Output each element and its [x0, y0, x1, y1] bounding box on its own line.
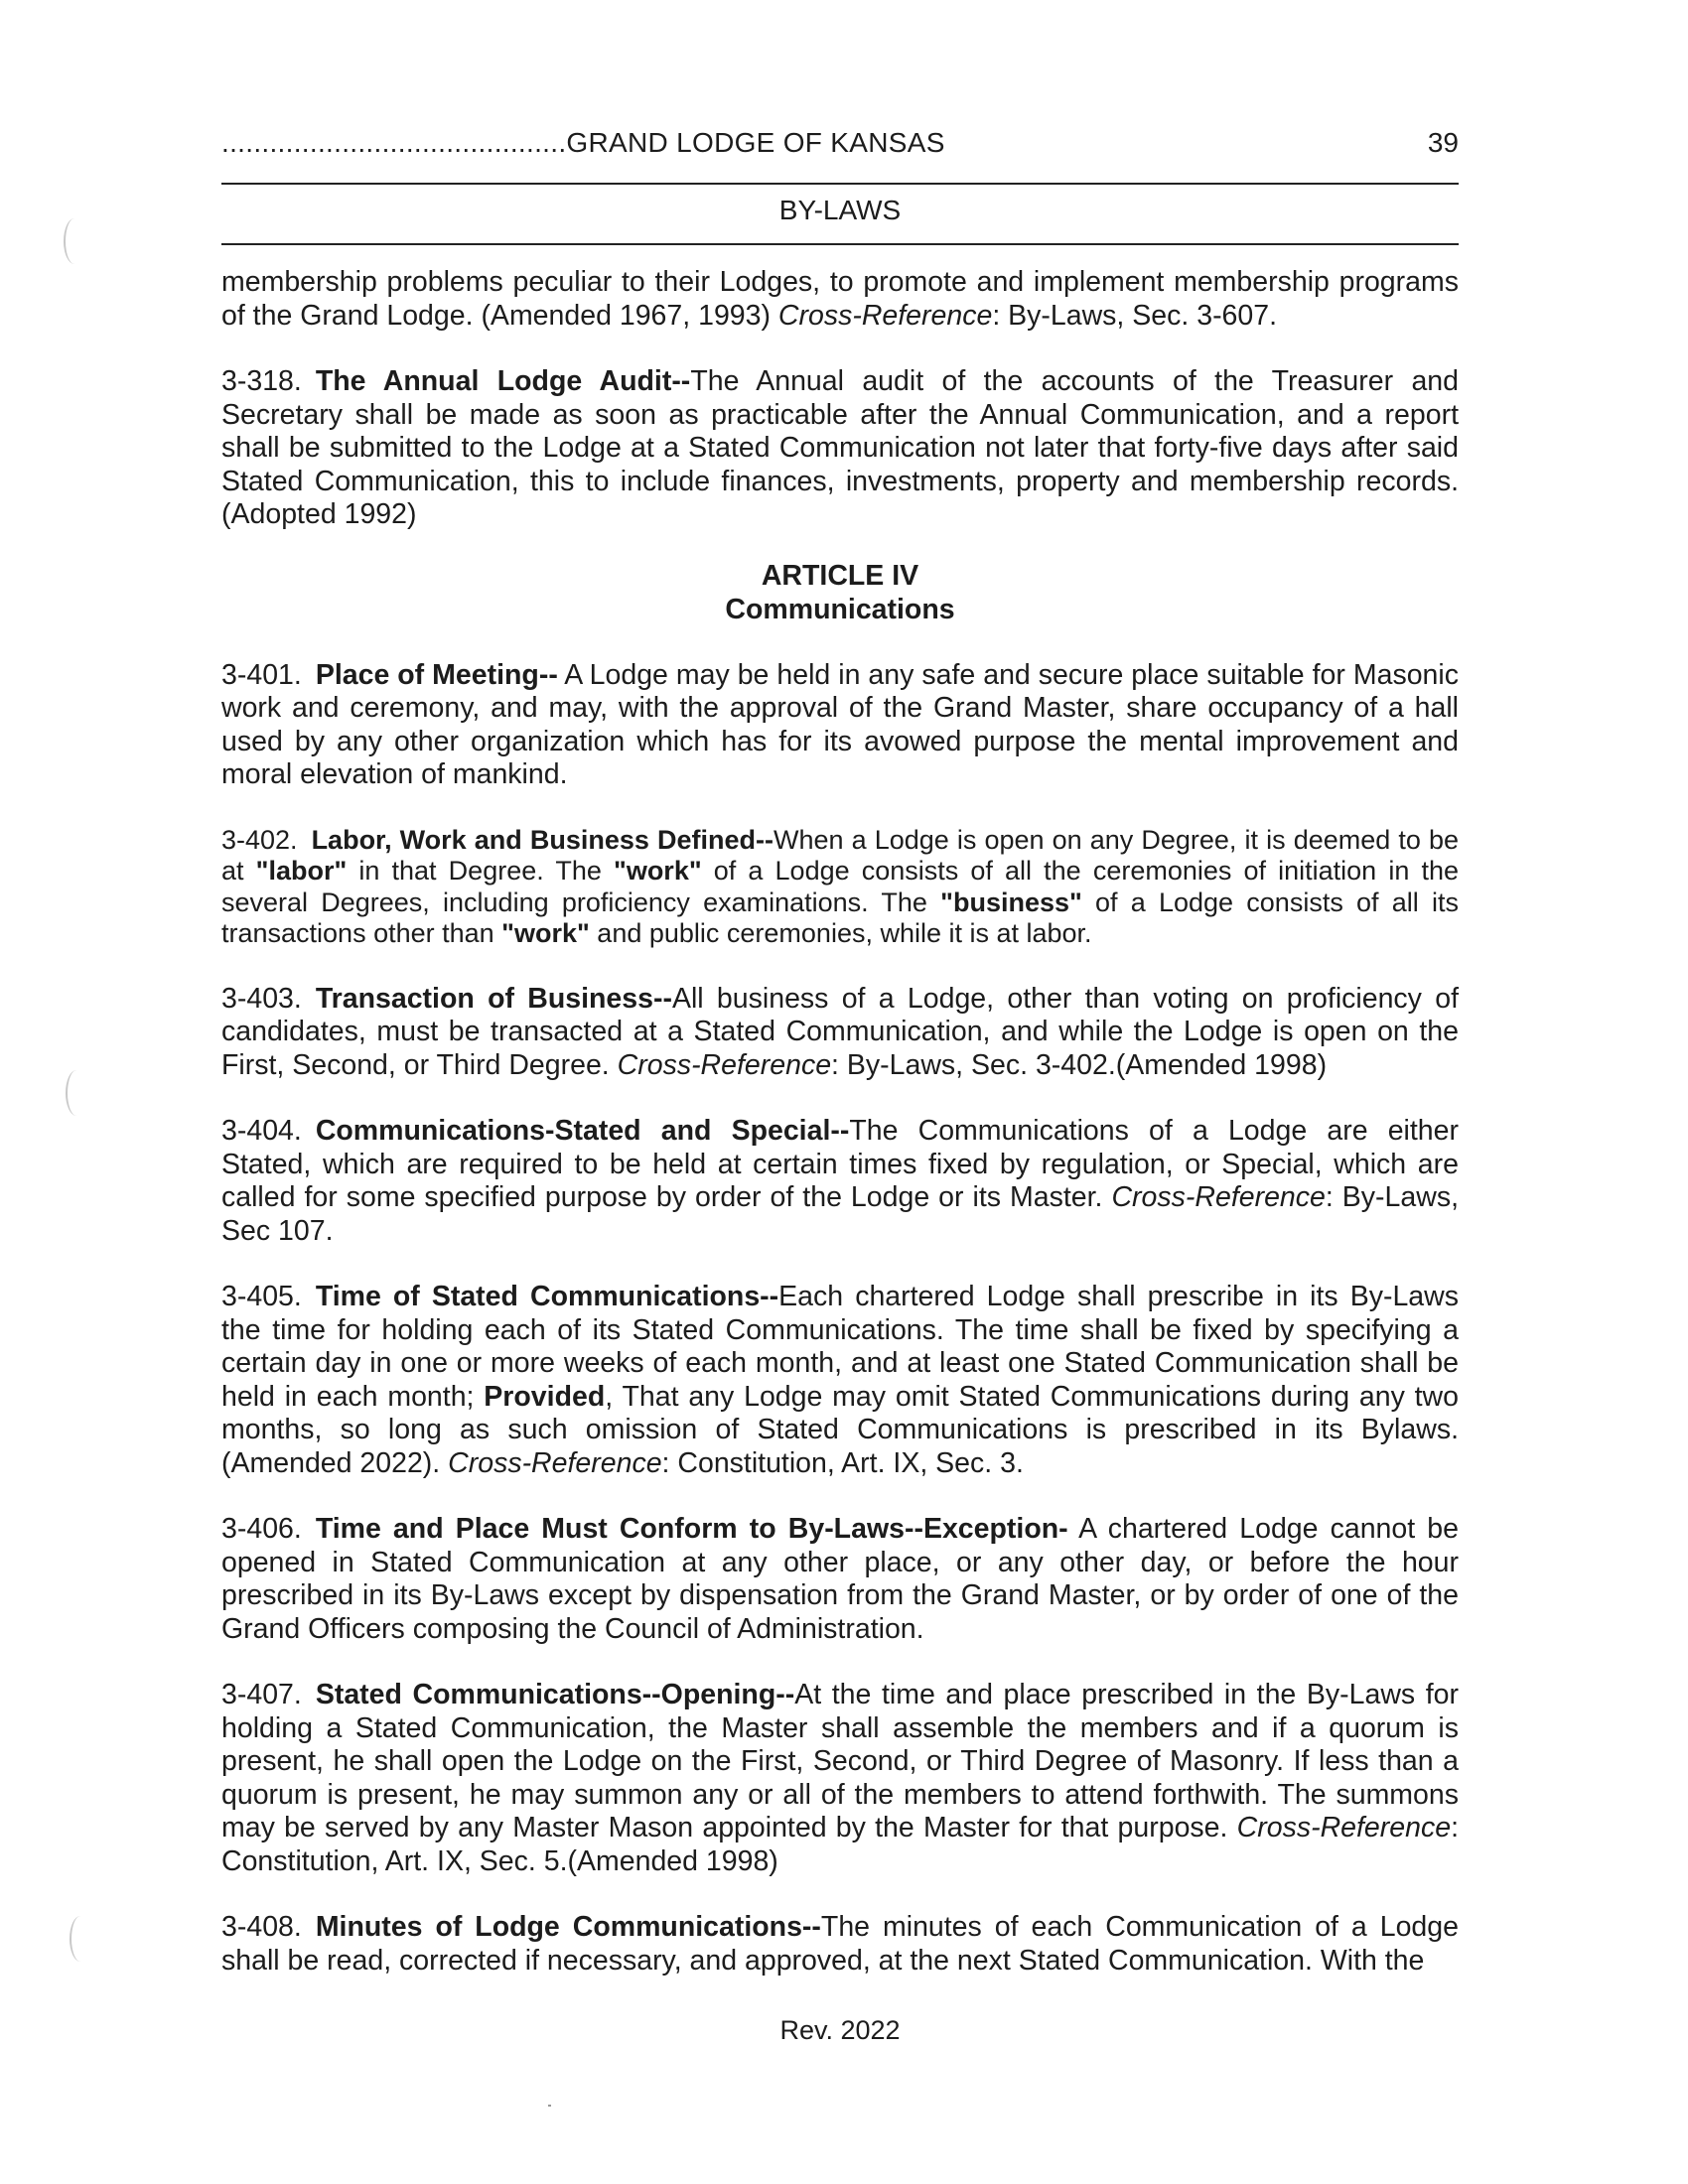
article-heading [221, 559, 1459, 626]
section-heading: Place of Meeting-- [315, 658, 558, 691]
section-3-408: 3-408. Minutes of Lodge Communications--The minutes of each Communication of a Lodge shall be read, corrected if necessary, and approved, at the next Stated Communication. With the [221, 1911, 1459, 1977]
section-number: 3-401. [221, 658, 302, 691]
article-subtitle: Communications [725, 593, 955, 625]
section-number: 3-402. [221, 824, 298, 855]
section-number: 3-403. [221, 982, 302, 1015]
section-heading: Time and Place Must Conform to By-Laws--Exception- [315, 1513, 1068, 1545]
section-number: 3-404. [221, 1115, 302, 1147]
section-number: 3-408. [221, 1911, 302, 1943]
section-heading: Labor, Work and Business Defined-- [311, 824, 774, 855]
section-subheader: BY-LAWS [778, 195, 902, 225]
article-title: ARTICLE IV [761, 559, 919, 592]
header-rule-bottom [221, 243, 1459, 245]
header-rule-top [221, 183, 1459, 185]
section-3-406: 3-406. Time and Place Must Conform to By-Laws--Exception- A chartered Lodge cannot be opened in Stated Communication at any other place, or any other day, or before the hour prescribed in its By-Laws except by dispensation from the Grand Master, or by order of one of the Grand Officers composing the Council of Administration. [221, 1513, 1459, 1645]
section-3-318: 3-318. The Annual Lodge Audit--The Annual audit of the accounts of the Treasurer and Secretary shall be made as soon as practicable after the Annual Communication, and a report shall be submitted to the Lodge at a Stated Communication not later that forty-five days after said Stated Communication, this to include finances, investments, property and membership records. (Adopted 1992) [221, 365, 1459, 530]
section-heading: Time of Stated Communications-- [315, 1281, 779, 1312]
scan-speck [548, 2105, 551, 2107]
section-heading: Transaction of Business-- [315, 982, 672, 1015]
section-3-407: 3-407. Stated Communications--Opening--At the time and place prescribed in the By-Laws for holding a Stated Communication, the Master shall assemble the members and if a quorum is present, he shall open the Lodge on the First, Second, or Third Degree of Masonry. If less than a quorum is present, he may summon any or all of the members to attend forthwith. The summons may be served by any Master Mason appointed by the Master for that purpose. Cross-Reference: Constitution, Art. IX, Sec. 5.(Amended 1998) [221, 1679, 1459, 1877]
section-3-402: 3-402. Labor, Work and Business Defined--When a Lodge is open on any Degree, it is deemed to be at "labor" in that Degree. The "work" of a Lodge consists of all the ceremonies of initiation in the several Degrees, including proficiency examinations. The "business" of a Lodge consists of all its transactions other than "work" and public ceremonies, while it is at labor. [221, 824, 1460, 948]
section-number: 3-318. [221, 365, 302, 397]
punch-hole-mark [70, 1916, 91, 1962]
section-number: 3-405. [221, 1281, 302, 1312]
section-3-401: 3-401. Place of Meeting-- A Lodge may be held in any safe and secure place suitable for Masonic work and ceremony, and may, with the approval of the Grand Master, share occupancy of a hall used by any other organization which has for its avowed purpose the mental improvement and moral elevation of mankind. [221, 658, 1459, 790]
section-3-405: 3-405. Time of Stated Communications--Each chartered Lodge shall prescribe in its By-Laws the time for holding each of its Stated Communications. The time shall be fixed by specifying a certain day in one or more weeks of each month, and at least one Stated Communication shall be held in each month; Provided, That any Lodge may omit Stated Communications during any two months, so long as such omission of Stated Communications is prescribed in its Bylaws. (Amended 2022). Cross-Reference: Constitution, Art. IX, Sec. 3. [221, 1281, 1459, 1479]
section-heading: Communications-Stated and Special-- [315, 1115, 850, 1147]
punch-hole-mark [66, 1070, 87, 1116]
section-heading: Minutes of Lodge Communications-- [315, 1911, 821, 1943]
header-title: ...........................................GRAND LODGE OF KANSAS [221, 127, 945, 158]
revision-footer: Rev. 2022 [779, 2015, 901, 2045]
page-number: 39 [1427, 127, 1459, 158]
section-heading: The Annual Lodge Audit-- [315, 365, 691, 397]
section-heading: Stated Communications--Opening-- [315, 1679, 795, 1710]
continued-paragraph: membership problems peculiar to their Lodges, to promote and implement membership programs of the Grand Lodge. (Amended 1967, 1993) Cross-Reference: By-Laws, Sec. 3-607. [221, 266, 1459, 332]
running-header [221, 127, 1459, 163]
section-number: 3-406. [221, 1513, 302, 1545]
section-3-403: 3-403. Transaction of Business--All business of a Lodge, other than voting on proficiency of candidates, must be transacted at a Stated Communication, and while the Lodge is open on the First, Second, or Third Degree. Cross-Reference: By-Laws, Sec. 3-402.(Amended 1998) [221, 982, 1459, 1081]
body-text [221, 266, 1459, 2010]
punch-hole-mark [64, 218, 85, 264]
section-3-404: 3-404. Communications-Stated and Special--The Communications of a Lodge are either Stated, which are required to be held at certain times fixed by regulation, or Special, which are called for some specified purpose by order of the Lodge or its Master. Cross-Reference: By-Laws, Sec 107. [221, 1115, 1459, 1247]
section-number: 3-407. [221, 1679, 302, 1710]
